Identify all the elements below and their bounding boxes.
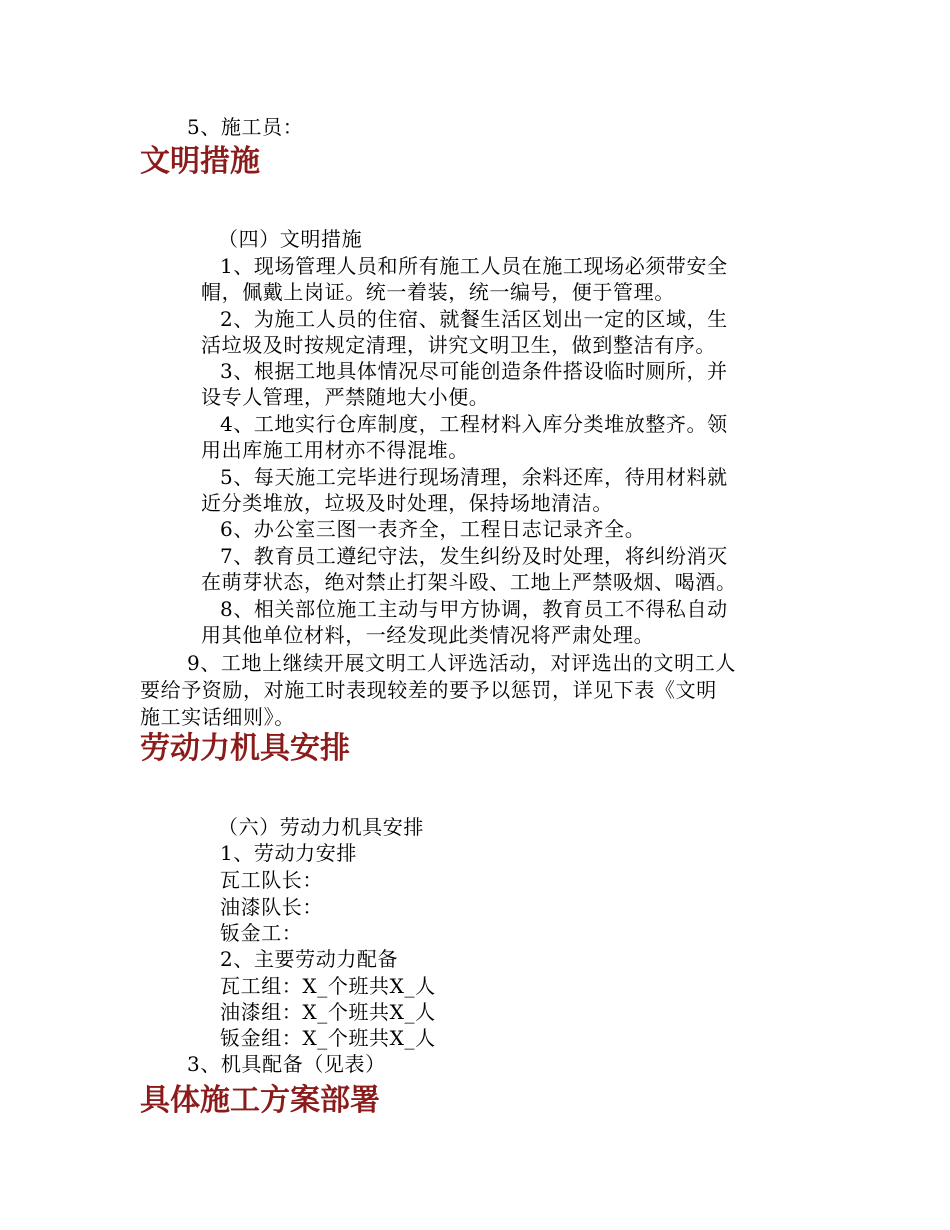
paragraph-line: 9、工地上继续开展文明工人评选活动，对评选出的文明工人 [187,651,736,675]
paragraph-line: 近分类堆放，垃圾及时处理，保持场地清洁。 [201,491,613,515]
intro-line: 5、施工员： [187,115,304,139]
paragraph-line: 1、现场管理人员和所有施工人员在施工现场必须带安全 [220,254,728,278]
paragraph-line: 2、为施工人员的住宿、就餐生活区划出一定的区域，生 [220,307,728,331]
list-item: 瓦工组：X_个班共X_人 [220,974,436,998]
paragraph-line: 施工实话细则》。 [140,705,295,729]
paragraph-line: 用其他单位材料，一经发现此类情况将严肃处理。 [201,623,655,647]
paragraph-line: 要给予资励，对施工时表现较差的要予以惩罚，详见下表《文明 [140,678,717,702]
paragraph-line: 用出库施工用材亦不得混堆。 [201,438,469,462]
section-heading-civilized-measures: 文明措施 [140,144,260,179]
section-heading-labor-equipment: 劳动力机具安排 [140,731,350,766]
paragraph-line: 帽，佩戴上岗证。统一着装，统一编号，便于管理。 [201,280,675,304]
list-item: 3、机具配备（见表） [187,1052,386,1076]
list-item: 油漆队长： [220,895,323,919]
list-item: 钣金组：X_个班共X_人 [220,1026,436,1050]
list-item: 2、主要劳动力配备 [220,947,399,971]
subheading-labor-equipment: （六）劳动力机具安排 [218,815,424,839]
section-heading-construction-plan: 具体施工方案部署 [140,1083,380,1118]
paragraph-line: 设专人管理，严禁随地大小便。 [201,385,490,409]
paragraph-line: 活垃圾及时按规定清理，讲究文明卫生，做到整洁有序。 [201,333,716,357]
paragraph-line: 8、相关部位施工主动与甲方协调，教育员工不得私自动 [220,597,728,621]
paragraph-line: 7、教育员工遵纪守法，发生纠纷及时处理，将纠纷消灭 [220,544,728,568]
paragraph-line: 6、办公室三图一表齐全，工程日志记录齐全。 [220,517,646,541]
list-item: 1、劳动力安排 [220,841,357,865]
paragraph-line: 4、工地实行仓库制度，工程材料入库分类堆放整齐。领 [220,412,728,436]
list-item: 钣金工： [220,921,303,945]
list-item: 瓦工队长： [220,868,323,892]
paragraph-line: 3、根据工地具体情况尽可能创造条件搭设临时厕所，并 [220,359,728,383]
paragraph-line: 在萌芽状态，绝对禁止打架斗殴、工地上严禁吸烟、喝酒。 [201,570,737,594]
list-item: 油漆组：X_个班共X_人 [220,1000,436,1024]
paragraph-line: 5、每天施工完毕进行现场清理，余料还库，待用材料就 [220,465,728,489]
subheading-civilized-measures: （四）文明措施 [218,227,363,251]
